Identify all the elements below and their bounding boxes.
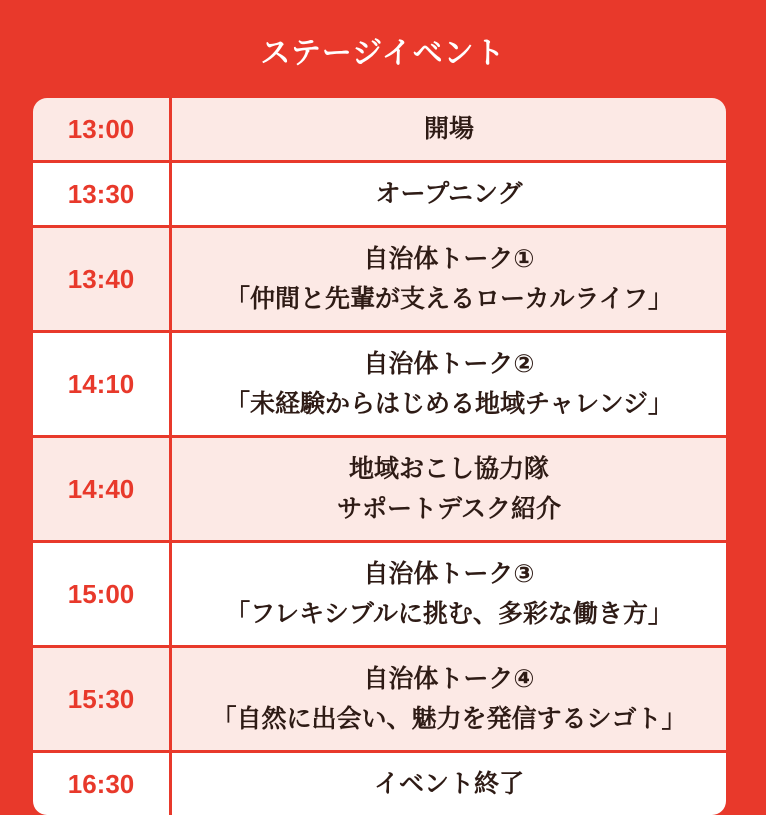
table-row <box>33 438 726 540</box>
event-cell <box>172 98 726 160</box>
table-row <box>33 333 726 435</box>
event-line: 自治体トーク④ <box>363 665 535 693</box>
time-cell: 13:40 <box>33 228 172 330</box>
event-line: 「未経験からはじめる地域チャレンジ」 <box>224 390 673 418</box>
schedule-table <box>33 98 726 815</box>
table-row <box>33 163 726 225</box>
event-line: 「自然に出会い、魅力を発信するシゴト」 <box>211 705 687 733</box>
time-cell: 14:10 <box>33 333 172 435</box>
event-cell <box>172 648 726 750</box>
event-line: 「フレキシブルに挑む、多彩な働き方」 <box>225 600 673 628</box>
time-cell: 13:30 <box>33 163 172 225</box>
time-cell: 16:30 <box>33 753 172 815</box>
table-row <box>33 98 726 160</box>
event-line: サポートデスク紹介 <box>336 495 561 523</box>
time-cell: 13:00 <box>33 98 172 160</box>
event-line: 「仲間と先輩が支えるローカルライフ」 <box>224 285 673 313</box>
event-line: 自治体トーク① <box>363 245 535 273</box>
time-cell: 14:40 <box>33 438 172 540</box>
event-cell <box>172 543 726 645</box>
table-row <box>33 648 726 750</box>
event-line: 地域おこし協力隊 <box>348 455 549 483</box>
table-row <box>33 228 726 330</box>
table-row <box>33 753 726 815</box>
event-cell <box>172 163 726 225</box>
page-title: ステージイベント <box>260 37 506 70</box>
event-line: 自治体トーク② <box>363 350 535 378</box>
time-cell: 15:30 <box>33 648 172 750</box>
event-line: オープニング <box>375 180 523 208</box>
time-cell: 15:00 <box>33 543 172 645</box>
event-line: 開場 <box>423 115 474 143</box>
event-cell <box>172 228 726 330</box>
event-cell <box>172 333 726 435</box>
event-cell <box>172 753 726 815</box>
event-line: イベント終了 <box>373 770 524 798</box>
event-line: 自治体トーク③ <box>363 560 535 588</box>
table-row <box>33 543 726 645</box>
event-cell <box>172 438 726 540</box>
